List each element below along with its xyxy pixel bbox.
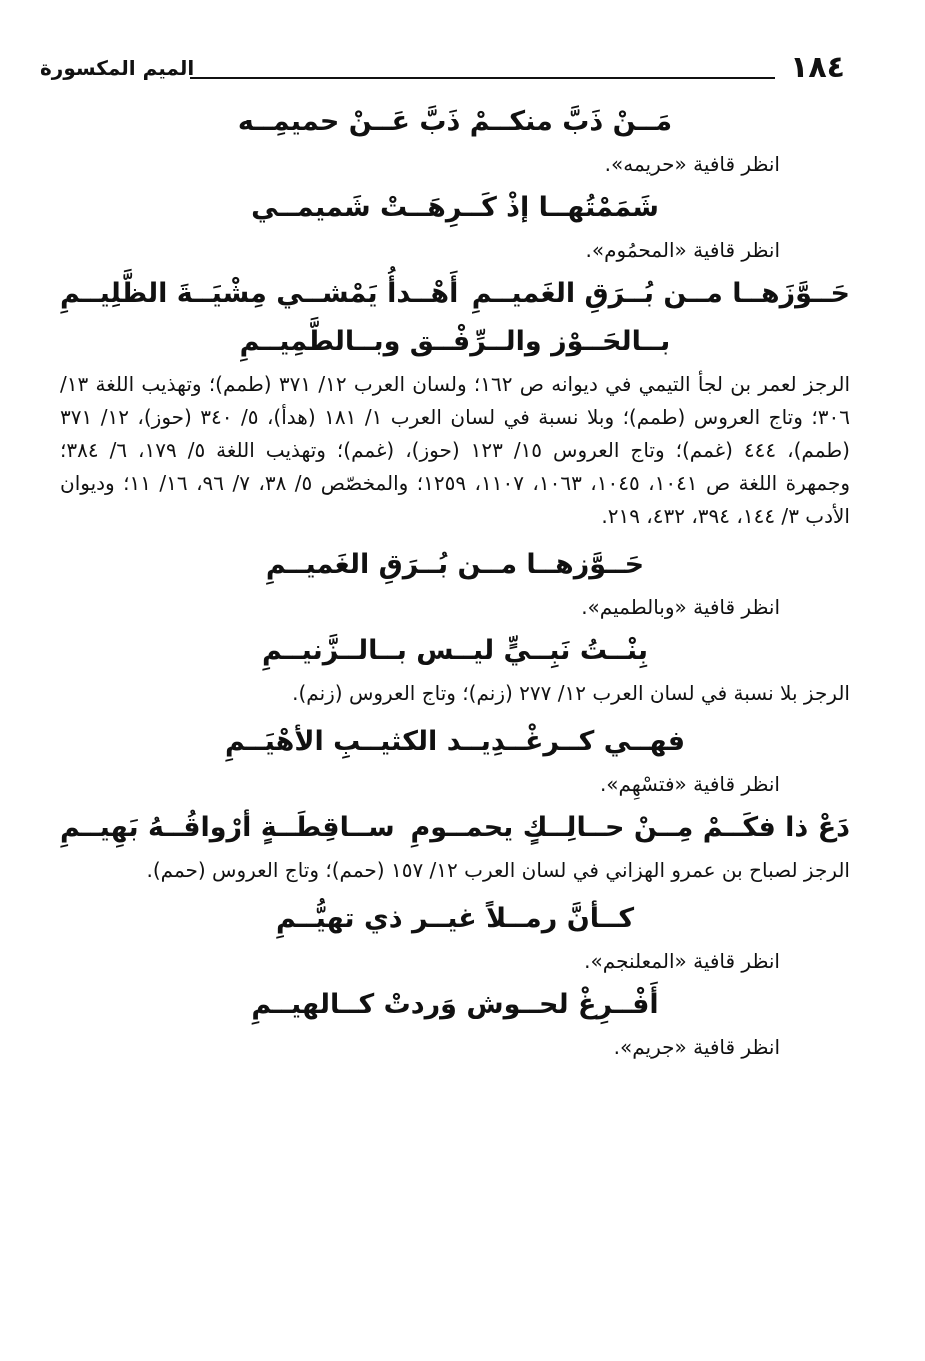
verse-line: مَــنْ ذَبَّ منكــمْ ذَبَّ عَــنْ حميمِــه (237, 106, 673, 137)
verse-hemistich-left: ســاقِطَــةٍ أرْواقُــهُ بَهِيــمِ (60, 812, 395, 843)
verse-hemistich-left: أَهْــدأُ يَمْشــي مِشْيَــةَ الظَّلِيــمِ (60, 278, 459, 309)
verse-line: بــالحَــوْز والــرِّفْــق وبــالطَّمِيــمِ (239, 326, 671, 357)
verse-line: حَــوَّزهــا مــن بُــرَقِ الغَميــمِ (265, 549, 645, 580)
source-note: الرجز بلا نسبة في لسان العرب ١٢/ ٢٧٧ (زنم)؛ وتاج العروس (زنم). (292, 681, 850, 705)
rhyme-reference: انظر قافية «فتسْهِم». (599, 772, 780, 796)
verse-line: شَمَمْتُهــا إذْ كَــرِهَــتْ شَميمــي (251, 192, 659, 223)
verse-couplet (60, 272, 850, 316)
verse-hemistich-right: حَــوَّزَهــا مــن بُــرَقِ الغَميــمِ (471, 278, 850, 309)
section-title: الميم المكسورة (40, 56, 195, 80)
page-number: ١٨٤ (790, 50, 845, 85)
rhyme-reference: انظر قافية «وبالطميم». (581, 595, 780, 619)
verse-line: أَفْــرِغْ لحــوش وَردتْ كــالهيــمِ (251, 989, 659, 1020)
rhyme-reference: انظر قافية «جريم». (613, 1035, 780, 1059)
verse-hemistich-right: دَعْ ذا فكَــمْ مِــنْ حــالِــكٍ يحمــومِ (410, 812, 850, 843)
verse-couplet (60, 806, 850, 850)
rhyme-reference: انظر قافية «حريمه». (604, 152, 780, 176)
verse-line: بِنْــتُ نَبِــيٍّ ليــس بــالــزَّنيــمِ (261, 635, 649, 666)
header-rule (190, 77, 775, 79)
source-note: الرجز لعمر بن لجأ التيمي في ديوانه ص ١٦٢؛ ولسان العرب ١٢/ ٣٧١ (طمم)؛ وتهذيب اللغة ١٣/ ٣٠٦؛ وتاج العروس (طمم)؛ وبلا نسبة في لسان العرب ١/ ١٨١ (هدأ)، ٥/ ٣٤٠ (حوز)، ١٢/ ٣٧١ (طمم)، ٤٤٤ (غمم)؛ وتاج العروس ١٥/ ١٢٣ (حوز)، (غمم)؛ وتهذيب اللغة ٥/ ١٧٩، ٦/ ٣٨٤؛ وجمهرة اللغة ص ١٠٤١، ١٠٤٥، ١٠٦٣، ١١٠٧، ١٢٥٩؛ والمخصّص ٥/ ٣٨، ٧/ ٩٦، ١٦/ ١١؛ وديوان الأدب ٣/ ١٤٤، ٣٩٤، ٤٣٢، ٢١٩. (60, 372, 850, 528)
verse-line: كــأنَّ رمــلاً غيــر ذي تهيُّــمِ (275, 903, 635, 934)
rhyme-reference: انظر قافية «المعلنجم». (584, 949, 780, 973)
verse-line: فهــي كــرغْــدِيــد الكثيــبِ الأهْيَــمِ (224, 726, 686, 757)
source-note: الرجز لصباح بن عمرو الهزاني في لسان العرب ١٢/ ١٥٧ (حمم)؛ وتاج العروس (حمم). (146, 858, 850, 882)
page-content (60, 96, 850, 1069)
page-header (40, 48, 845, 88)
rhyme-reference: انظر قافية «المحمُوم». (585, 238, 780, 262)
